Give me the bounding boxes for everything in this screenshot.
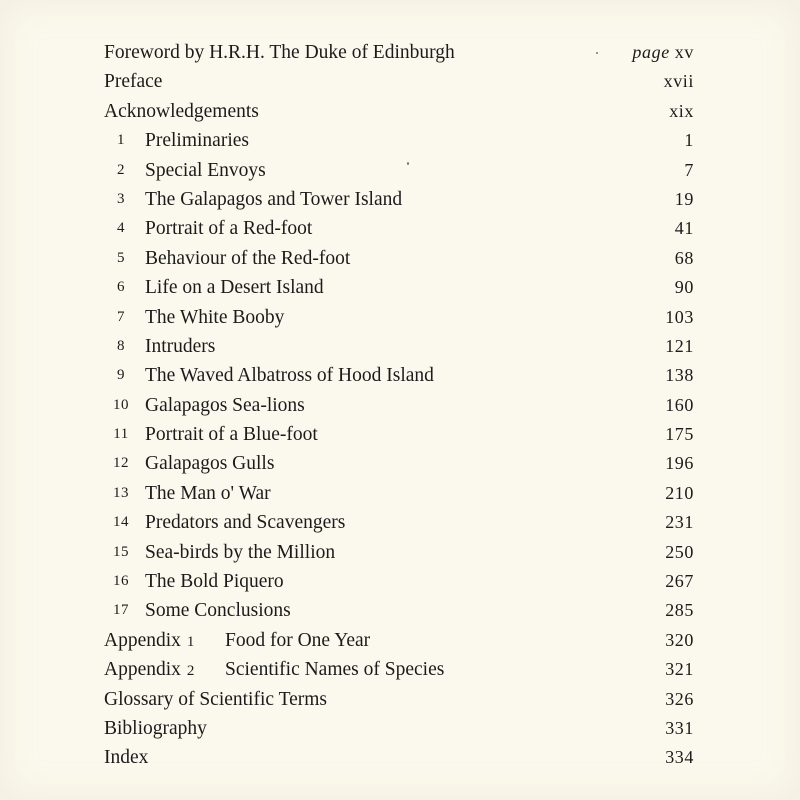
page-number: 267	[665, 571, 694, 592]
chapter-title: The White Booby	[145, 306, 285, 328]
chapter-title: Galapagos Gulls	[145, 453, 275, 475]
page-number: 210	[665, 482, 694, 503]
entry-title: Foreword by H.R.H. The Duke of Edinburgh	[104, 42, 455, 63]
page-prefix: page	[632, 42, 670, 62]
page-number: 41	[674, 218, 694, 239]
appendix-title: Scientific Names of Species	[225, 659, 445, 681]
page-number: 103	[665, 306, 694, 327]
toc-row-chapter	[104, 361, 694, 390]
page-number: 321	[665, 659, 694, 680]
chapter-number: 13	[113, 484, 129, 501]
page-number: 331	[665, 717, 694, 738]
toc-row-chapter	[104, 332, 694, 361]
toc-row-chapter	[104, 449, 694, 478]
chapter-title: Life on a Desert Island	[145, 277, 324, 299]
page-number: xix	[669, 100, 694, 121]
chapter-title: The Man o' War	[145, 482, 271, 504]
toc-row-chapter	[104, 538, 694, 567]
page-number: 320	[665, 629, 694, 650]
chapter-title: Preliminaries	[145, 130, 249, 152]
toc-row-chapter	[104, 508, 694, 537]
table-of-contents	[104, 38, 694, 773]
toc-row-foreword	[104, 38, 694, 67]
chapter-number: 7	[117, 308, 125, 325]
page-number: 7	[684, 159, 694, 180]
appendix-label	[104, 626, 194, 657]
chapter-title: Intruders	[145, 335, 216, 357]
page-number: 231	[665, 512, 694, 533]
chapter-number: 9	[117, 367, 125, 384]
chapter-number: 6	[117, 279, 125, 296]
appendix-number: 2	[186, 663, 195, 680]
chapter-title: Sea-birds by the Million	[145, 541, 336, 563]
toc-row-glossary	[104, 685, 694, 714]
toc-row-chapter	[104, 156, 694, 185]
chapter-number: 2	[117, 161, 125, 178]
chapter-number: 5	[117, 249, 125, 266]
page-number: 326	[665, 688, 694, 709]
toc-row-chapter	[104, 596, 694, 625]
toc-row-acknowledgements	[104, 97, 694, 126]
page-number: xvii	[663, 71, 694, 92]
chapter-number: 16	[113, 573, 129, 590]
chapter-number: 17	[113, 602, 129, 619]
toc-row-chapter	[104, 244, 694, 273]
appendix-label	[104, 655, 194, 686]
page-number: 160	[665, 394, 694, 415]
entry-title: Preface	[104, 71, 163, 93]
chapter-number: 15	[113, 543, 129, 560]
chapter-title: Portrait of a Red-foot	[145, 218, 313, 240]
page-number: 175	[665, 424, 694, 445]
chapter-number: 11	[113, 426, 129, 443]
chapter-title: The Waved Albatross of Hood Island	[145, 365, 434, 387]
chapter-number: 1	[117, 132, 125, 149]
entry-title: Acknowledgements	[104, 100, 259, 122]
toc-row-chapter	[104, 420, 694, 449]
chapter-title: Behaviour of the Red-foot	[145, 247, 351, 269]
toc-row-appendix	[104, 626, 694, 655]
toc-row-chapter	[104, 273, 694, 302]
chapter-number: 14	[113, 514, 129, 531]
page-number: 121	[665, 335, 694, 356]
appendix-title: Food for One Year	[225, 629, 371, 651]
chapter-number: 12	[113, 455, 129, 472]
chapter-number: 10	[113, 396, 129, 413]
toc-row-preface	[104, 67, 694, 96]
page-number: 1	[684, 130, 694, 151]
toc-row-chapter	[104, 479, 694, 508]
toc-row-index	[104, 743, 694, 772]
chapter-number: 8	[117, 337, 125, 354]
chapter-title: The Bold Piquero	[145, 571, 284, 593]
chapter-title: Portrait of a Blue-foot	[145, 424, 318, 446]
chapter-title: Special Envoys	[145, 159, 266, 181]
chapter-number: 3	[117, 190, 125, 207]
page-number: 138	[665, 365, 694, 386]
toc-row-bibliography	[104, 714, 694, 743]
chapter-title: Predators and Scavengers	[145, 512, 346, 534]
page-value: xv	[674, 42, 694, 62]
entry-title: Bibliography	[104, 717, 207, 739]
page-number: 334	[665, 747, 694, 768]
page-number	[632, 38, 694, 67]
appendix-word: Appendix	[104, 629, 181, 651]
chapter-title: Some Conclusions	[145, 600, 291, 622]
entry-title: Glossary of Scientific Terms	[104, 688, 328, 710]
toc-row-appendix	[104, 655, 694, 684]
appendix-word: Appendix	[104, 659, 181, 681]
toc-row-chapter	[104, 303, 694, 332]
page-number: 250	[665, 541, 694, 562]
page-number: 285	[665, 600, 694, 621]
entry-title: Index	[104, 747, 149, 769]
toc-row-chapter	[104, 214, 694, 243]
toc-row-chapter	[104, 185, 694, 214]
page-number: 90	[674, 277, 694, 298]
toc-row-chapter	[104, 567, 694, 596]
appendix-number: 1	[186, 633, 195, 650]
toc-row-chapter	[104, 126, 694, 155]
page-number: 68	[674, 247, 694, 268]
toc-row-chapter	[104, 391, 694, 420]
page-number: 19	[674, 188, 694, 209]
page-number: 196	[665, 453, 694, 474]
chapter-title: Galapagos Sea-lions	[145, 394, 305, 416]
chapter-title: The Galapagos and Tower Island	[145, 188, 403, 210]
chapter-number: 4	[117, 220, 125, 237]
